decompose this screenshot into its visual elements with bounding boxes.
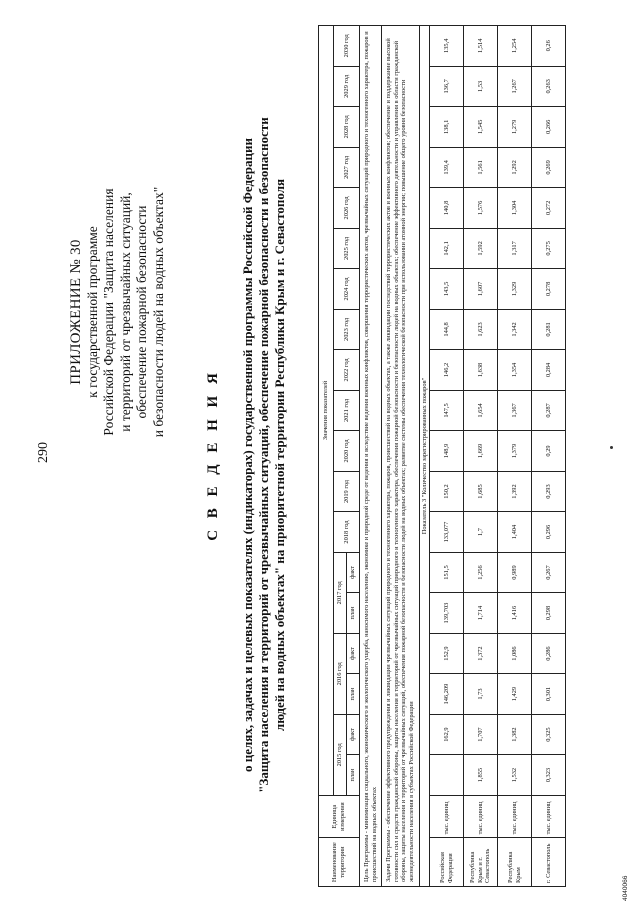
header-year: 2021 год: [334, 390, 360, 431]
value-cell: 1,707: [464, 714, 498, 755]
value-cell: 0,298: [532, 593, 566, 634]
heading-subtitle-line: "Защита населения и территорий от чрезвычайных ситуаций, обеспечение пожарной безопасности и безопасности: [256, 117, 271, 793]
value-cell: 1,669: [464, 431, 498, 472]
value-cell: 1,592: [464, 228, 498, 269]
value-cell: 1,623: [464, 309, 498, 350]
value-cell: 0,29: [532, 431, 566, 472]
value-cell: 1,545: [464, 107, 498, 148]
document-heading: [205, 95, 288, 815]
value-cell: 1,342: [498, 309, 532, 350]
value-cell: 143,5: [430, 269, 464, 310]
indicator-title: Показатель 3 "Количество зарегистрированных пожаров": [419, 26, 430, 887]
value-cell: 0,286: [532, 633, 566, 674]
table-body: [430, 26, 566, 887]
value-cell: 1,392: [498, 471, 532, 512]
value-cell: 139,703: [430, 593, 464, 634]
header-year: 2025 год: [334, 228, 360, 269]
value-cell: 147,5: [430, 390, 464, 431]
value-cell: 148,9: [430, 431, 464, 472]
value-cell: 1,607: [464, 269, 498, 310]
value-cell: 1,416: [498, 593, 532, 634]
value-cell: 1,514: [464, 26, 498, 67]
value-cell: 0,266: [532, 107, 566, 148]
value-cell: 0,267: [532, 552, 566, 593]
value-cell: 1,654: [464, 390, 498, 431]
header-year: 2029 год: [334, 66, 360, 107]
value-cell: 0,296: [532, 512, 566, 553]
value-cell: 146,209: [430, 674, 464, 715]
unit-cell: тыс. единиц: [498, 795, 532, 838]
value-cell: 162,9: [430, 714, 464, 755]
value-cell: 138,1: [430, 107, 464, 148]
value-cell: 133,077: [430, 512, 464, 553]
value-cell: 0,278: [532, 269, 566, 310]
header-year: 2022 год: [334, 350, 360, 391]
value-cell: 1,372: [464, 633, 498, 674]
header-year: 2020 год: [334, 431, 360, 472]
program-goal: Цель Программы - минимизация социального, экономического и экологического ущерба, наносимого населению, экономике и природной среде от ведения и вследствие ведения военных конфликтов, совершения террористических актов, чрезвычайных ситуаций природного и техногенного характера, пожаров и происшествий на водных объектах: [360, 26, 382, 887]
value-cell: [430, 755, 464, 796]
header-values: Значения показателей: [319, 26, 334, 796]
value-cell: 144,8: [430, 309, 464, 350]
value-cell: 1,292: [498, 147, 532, 188]
value-cell: 1,086: [498, 633, 532, 674]
territory-name: Российская Федерация: [430, 838, 464, 887]
heading-subtitle-line: людей на водных объектах" на приоритетной территории Республики Крым и г. Севастополя: [272, 178, 287, 732]
value-cell: 135,4: [430, 26, 464, 67]
value-cell: 0,269: [532, 147, 566, 188]
header-year-2017: 2017 год: [334, 552, 347, 633]
value-cell: 1,855: [464, 755, 498, 796]
value-cell: 1,382: [498, 714, 532, 755]
value-cell: 152,9: [430, 633, 464, 674]
territory-name: г. Севастополь: [532, 838, 566, 887]
document-id: 4040066: [622, 875, 629, 901]
header-fact: факт: [347, 714, 360, 755]
value-cell: 1,254: [498, 26, 532, 67]
value-cell: 1,279: [498, 107, 532, 148]
header-year: 2019 год: [334, 471, 360, 512]
indicators-table: [318, 25, 566, 887]
value-cell: 142,1: [430, 228, 464, 269]
value-cell: 1,404: [498, 512, 532, 553]
value-cell: 1,7: [464, 512, 498, 553]
value-cell: 1,532: [498, 755, 532, 796]
territory-name: Республика Крым: [498, 838, 532, 887]
value-cell: 1,53: [464, 66, 498, 107]
appendix-block: [68, 112, 167, 512]
value-cell: 0,989: [498, 552, 532, 593]
appendix-line: и территорий от чрезвычайных ситуаций,: [117, 192, 133, 432]
value-cell: 140,8: [430, 188, 464, 229]
header-plan: план: [347, 593, 360, 634]
value-cell: 1,429: [498, 674, 532, 715]
value-cell: 0,263: [532, 66, 566, 107]
value-cell: 1,354: [498, 350, 532, 391]
scan-mark: [610, 446, 613, 449]
program-tasks: Задачи Программы - обеспечение эффективного предупреждения и ликвидации чрезвычайных ситуаций природного и техногенного характера, пожаров, происшествий на водных объектах, а также ликвидации последствий террористических актов и военных конфликтов; обеспечение и поддержание высокой готовности сил и средств гражданской обороны, защиты населения и территорий от чрезвычайных ситуаций природного и техногенного характера, обеспечения пожарной безопасности и безопасности людей на водных объектах; обеспечение эффективного деятельности и управления в области гражданской обороны, защиты населения и территорий от чрезвычайных ситуаций, обеспечения пожарной безопасности и безопасности людей на водных объектах; развитие системы обеспечения технологической безопасности при использовании атомной энергии; повышение общего уровня безопасности жизнедеятельности населения в субъектах Российской Федерации: [382, 26, 419, 887]
header-year: 2018 год: [334, 512, 360, 553]
header-unit: Единица измерения: [319, 795, 360, 838]
value-cell: 1,685: [464, 471, 498, 512]
table-row: [532, 26, 566, 887]
table-row: [430, 26, 464, 887]
header-year-2015: 2015 год: [334, 714, 347, 795]
value-cell: 1,73: [464, 674, 498, 715]
heading-subtitle-line: о целях, задачах и целевых показателях (индикаторах) государственной программы Российской Федерации: [240, 137, 255, 773]
value-cell: 1,329: [498, 269, 532, 310]
value-cell: 0,323: [532, 755, 566, 796]
header-territory: Наименование территории: [319, 838, 360, 887]
value-cell: 0,287: [532, 390, 566, 431]
header-fact: факт: [347, 633, 360, 674]
value-cell: 0,284: [532, 350, 566, 391]
unit-cell: тыс. единиц: [430, 795, 464, 838]
header-year-2016: 2016 год: [334, 633, 347, 714]
header-year: 2027 год: [334, 147, 360, 188]
value-cell: 1,638: [464, 350, 498, 391]
appendix-title: ПРИЛОЖЕНИЕ № 30: [68, 239, 84, 385]
value-cell: 0,281: [532, 309, 566, 350]
header-year: 2030 год: [334, 26, 360, 67]
header-fact: факт: [347, 552, 360, 593]
value-cell: 1,267: [498, 66, 532, 107]
value-cell: 0,275: [532, 228, 566, 269]
table-row: [464, 26, 498, 887]
value-cell: 150,2: [430, 471, 464, 512]
value-cell: 0,26: [532, 26, 566, 67]
value-cell: 1,304: [498, 188, 532, 229]
appendix-line: к государственной программе: [84, 226, 100, 398]
value-cell: 139,4: [430, 147, 464, 188]
value-cell: 1,576: [464, 188, 498, 229]
value-cell: 0,272: [532, 188, 566, 229]
value-cell: 1,256: [464, 552, 498, 593]
value-cell: 0,325: [532, 714, 566, 755]
unit-cell: тыс. единиц: [464, 795, 498, 838]
header-year: 2023 год: [334, 309, 360, 350]
page-number: 290: [36, 442, 51, 463]
header-plan: план: [347, 674, 360, 715]
value-cell: 1,317: [498, 228, 532, 269]
value-cell: 0,293: [532, 471, 566, 512]
unit-cell: тыс. единиц: [532, 795, 566, 838]
header-year: 2024 год: [334, 269, 360, 310]
appendix-line: Российской Федерации "Защита населения: [101, 188, 116, 436]
heading-title: С В Е Д Е Н И Я: [205, 369, 221, 541]
value-cell: 1,379: [498, 431, 532, 472]
value-cell: 146,2: [430, 350, 464, 391]
value-cell: 1,714: [464, 593, 498, 634]
value-cell: 0,301: [532, 674, 566, 715]
appendix-line: обеспечение пожарной безопасности: [134, 205, 149, 419]
territory-name: Республика Крым и г. Севастополь: [464, 838, 498, 887]
table-row: [498, 26, 532, 887]
appendix-line: и безопасности людей на водных объектах": [150, 186, 166, 438]
value-cell: 1,561: [464, 147, 498, 188]
header-plan: план: [347, 755, 360, 796]
value-cell: 136,7: [430, 66, 464, 107]
header-year: 2028 год: [334, 107, 360, 148]
header-year: 2026 год: [334, 188, 360, 229]
value-cell: 1,367: [498, 390, 532, 431]
value-cell: 151,5: [430, 552, 464, 593]
